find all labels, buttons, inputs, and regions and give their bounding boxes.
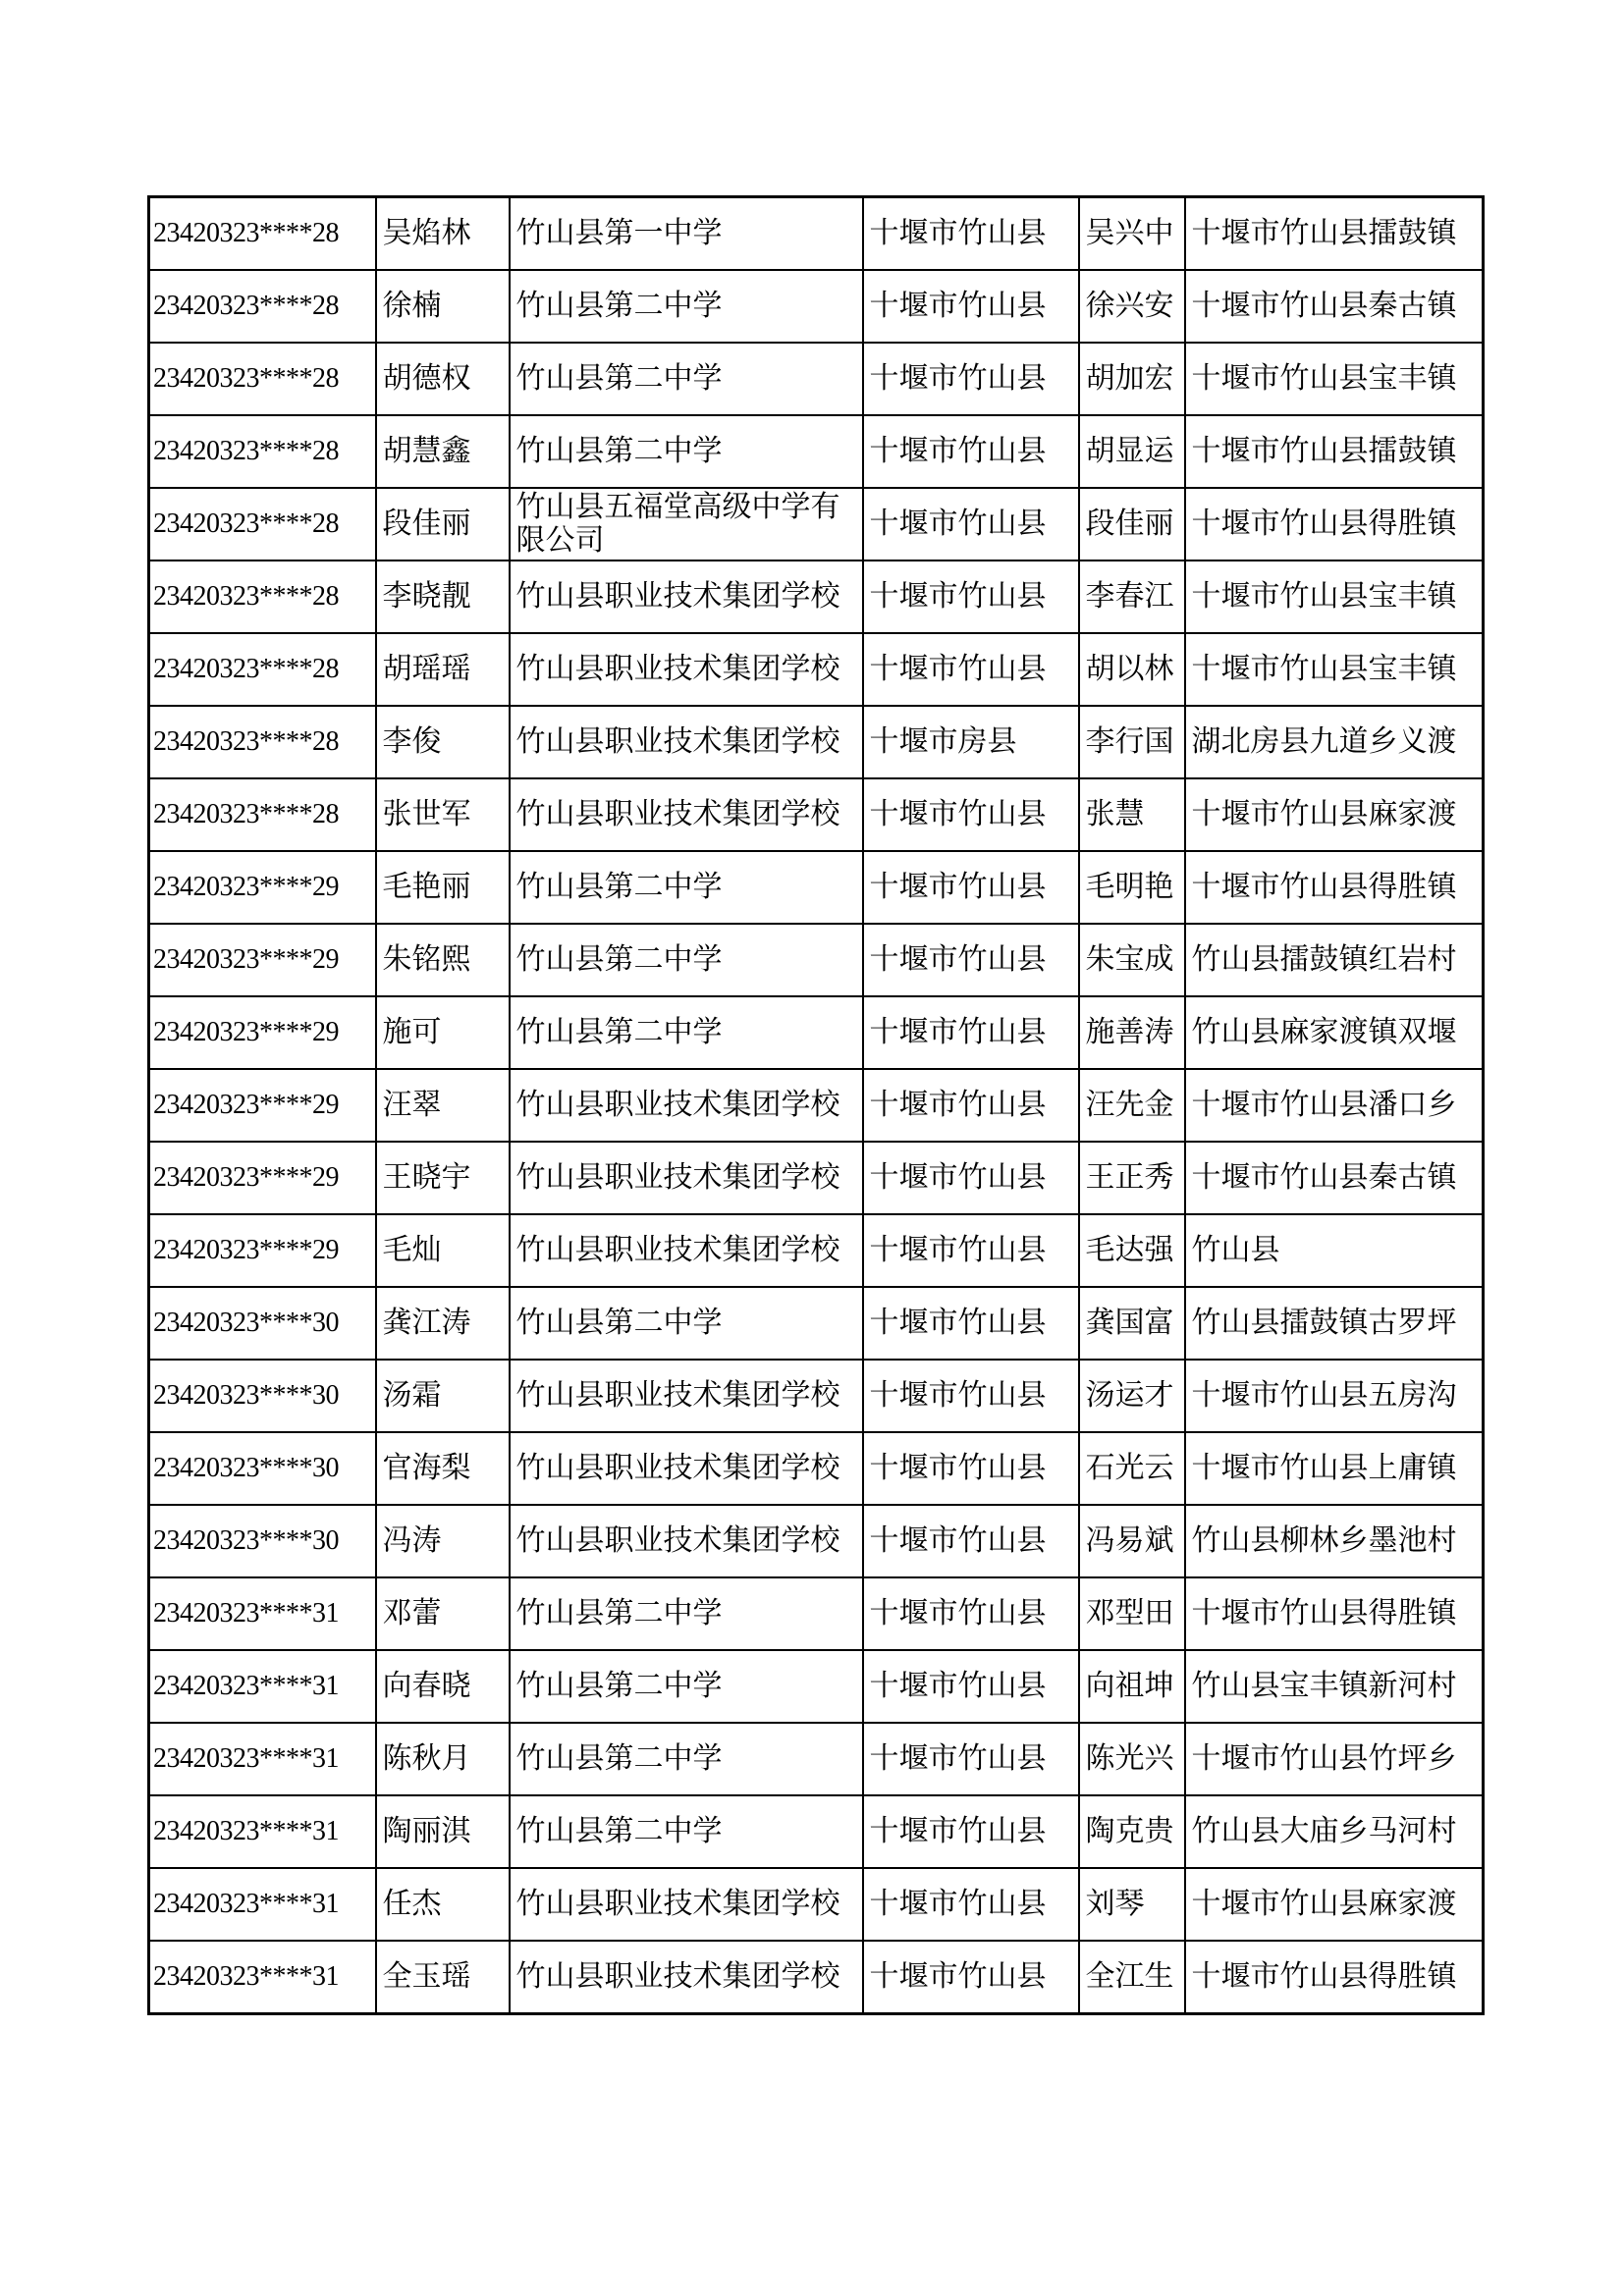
id-number-cell: 23420323****31: [149, 1577, 376, 1650]
student-name-cell: 施可: [376, 996, 510, 1069]
id-number-cell: 23420323****29: [149, 996, 376, 1069]
student-name-cell: 汪翠: [376, 1069, 510, 1142]
region-cell: 十堰市竹山县: [863, 1432, 1079, 1505]
table-row: [149, 415, 1484, 488]
student-name-cell: 朱铭熙: [376, 924, 510, 996]
address-cell: 十堰市竹山县潘口乡: [1185, 1069, 1484, 1142]
student-name-cell: 徐楠: [376, 270, 510, 343]
table-row: [149, 1577, 1484, 1650]
table-row: [149, 633, 1484, 706]
region-cell: 十堰市竹山县: [863, 851, 1079, 924]
student-name-cell: 胡慧鑫: [376, 415, 510, 488]
id-number-cell: 23420323****28: [149, 633, 376, 706]
region-cell: 十堰市竹山县: [863, 1505, 1079, 1577]
table-row: [149, 778, 1484, 851]
school-cell: 竹山县第二中学: [510, 924, 863, 996]
table-row: [149, 488, 1484, 561]
id-number-cell: 23420323****31: [149, 1650, 376, 1723]
address-cell: 十堰市竹山县宝丰镇: [1185, 343, 1484, 415]
id-number-cell: 23420323****29: [149, 1069, 376, 1142]
region-cell: 十堰市竹山县: [863, 778, 1079, 851]
guardian-name-cell: 刘琴: [1079, 1868, 1185, 1941]
guardian-name-cell: 向祖坤: [1079, 1650, 1185, 1723]
guardian-name-cell: 张慧: [1079, 778, 1185, 851]
guardian-name-cell: 冯易斌: [1079, 1505, 1185, 1577]
address-cell: 十堰市竹山县秦古镇: [1185, 1142, 1484, 1214]
address-cell: 十堰市竹山县得胜镇: [1185, 488, 1484, 561]
table-row: [149, 1214, 1484, 1287]
table-row: [149, 924, 1484, 996]
id-number-cell: 23420323****28: [149, 561, 376, 633]
student-name-cell: 汤霜: [376, 1360, 510, 1432]
id-number-cell: 23420323****29: [149, 851, 376, 924]
region-cell: 十堰市竹山县: [863, 1650, 1079, 1723]
guardian-name-cell: 邓型田: [1079, 1577, 1185, 1650]
school-cell: 竹山县第二中学: [510, 996, 863, 1069]
id-number-cell: 23420323****30: [149, 1360, 376, 1432]
address-cell: 湖北房县九道乡义渡: [1185, 706, 1484, 778]
table-row: [149, 1723, 1484, 1795]
guardian-name-cell: 段佳丽: [1079, 488, 1185, 561]
address-cell: 十堰市竹山县得胜镇: [1185, 1577, 1484, 1650]
student-name-cell: 邓蕾: [376, 1577, 510, 1650]
guardian-name-cell: 施善涛: [1079, 996, 1185, 1069]
id-number-cell: 23420323****31: [149, 1723, 376, 1795]
address-cell: 竹山县: [1185, 1214, 1484, 1287]
id-number-cell: 23420323****28: [149, 197, 376, 271]
guardian-name-cell: 陈光兴: [1079, 1723, 1185, 1795]
address-cell: 十堰市竹山县麻家渡: [1185, 778, 1484, 851]
region-cell: 十堰市竹山县: [863, 1142, 1079, 1214]
region-cell: 十堰市竹山县: [863, 1941, 1079, 2014]
address-cell: 竹山县大庙乡马河村: [1185, 1795, 1484, 1868]
guardian-name-cell: 李行国: [1079, 706, 1185, 778]
table-row: [149, 1650, 1484, 1723]
id-number-cell: 23420323****31: [149, 1795, 376, 1868]
school-cell: 竹山县职业技术集团学校: [510, 1432, 863, 1505]
table-row: [149, 1868, 1484, 1941]
school-cell: 竹山县职业技术集团学校: [510, 633, 863, 706]
guardian-name-cell: 毛达强: [1079, 1214, 1185, 1287]
table-row: [149, 996, 1484, 1069]
table-row: [149, 197, 1484, 271]
guardian-name-cell: 胡加宏: [1079, 343, 1185, 415]
guardian-name-cell: 胡显运: [1079, 415, 1185, 488]
id-number-cell: 23420323****29: [149, 1214, 376, 1287]
table-row: [149, 1360, 1484, 1432]
address-cell: 竹山县擂鼓镇红岩村: [1185, 924, 1484, 996]
student-name-cell: 李俊: [376, 706, 510, 778]
student-name-cell: 胡瑶瑶: [376, 633, 510, 706]
school-cell: 竹山县第二中学: [510, 851, 863, 924]
id-number-cell: 23420323****29: [149, 1142, 376, 1214]
guardian-name-cell: 汪先金: [1079, 1069, 1185, 1142]
id-number-cell: 23420323****30: [149, 1432, 376, 1505]
school-cell: 竹山县五福堂高级中学有限公司: [510, 488, 863, 561]
id-number-cell: 23420323****30: [149, 1287, 376, 1360]
table-row: [149, 1941, 1484, 2014]
address-cell: 十堰市竹山县擂鼓镇: [1185, 197, 1484, 271]
student-name-cell: 李晓靓: [376, 561, 510, 633]
address-cell: 竹山县擂鼓镇古罗坪: [1185, 1287, 1484, 1360]
school-cell: 竹山县职业技术集团学校: [510, 1069, 863, 1142]
id-number-cell: 23420323****28: [149, 415, 376, 488]
student-name-cell: 向春晓: [376, 1650, 510, 1723]
address-cell: 十堰市竹山县竹坪乡: [1185, 1723, 1484, 1795]
region-cell: 十堰市竹山县: [863, 1214, 1079, 1287]
student-name-cell: 毛灿: [376, 1214, 510, 1287]
address-cell: 竹山县宝丰镇新河村: [1185, 1650, 1484, 1723]
school-cell: 竹山县第二中学: [510, 1795, 863, 1868]
id-number-cell: 23420323****28: [149, 706, 376, 778]
school-cell: 竹山县职业技术集团学校: [510, 1941, 863, 2014]
table-row: [149, 561, 1484, 633]
region-cell: 十堰市竹山县: [863, 343, 1079, 415]
region-cell: 十堰市竹山县: [863, 924, 1079, 996]
student-name-cell: 任杰: [376, 1868, 510, 1941]
student-name-cell: 毛艳丽: [376, 851, 510, 924]
table-row: [149, 1142, 1484, 1214]
guardian-name-cell: 毛明艳: [1079, 851, 1185, 924]
region-cell: 十堰市竹山县: [863, 488, 1079, 561]
guardian-name-cell: 吴兴中: [1079, 197, 1185, 271]
student-name-cell: 陈秋月: [376, 1723, 510, 1795]
address-cell: 十堰市竹山县五房沟: [1185, 1360, 1484, 1432]
id-number-cell: 23420323****31: [149, 1941, 376, 2014]
region-cell: 十堰市竹山县: [863, 1577, 1079, 1650]
guardian-name-cell: 龚国富: [1079, 1287, 1185, 1360]
table-row: [149, 1432, 1484, 1505]
address-cell: 十堰市竹山县得胜镇: [1185, 851, 1484, 924]
table-row: [149, 851, 1484, 924]
address-cell: 十堰市竹山县上庸镇: [1185, 1432, 1484, 1505]
region-cell: 十堰市竹山县: [863, 1287, 1079, 1360]
guardian-name-cell: 全江生: [1079, 1941, 1185, 2014]
region-cell: 十堰市房县: [863, 706, 1079, 778]
table-row: [149, 1069, 1484, 1142]
id-number-cell: 23420323****31: [149, 1868, 376, 1941]
student-name-cell: 冯涛: [376, 1505, 510, 1577]
region-cell: 十堰市竹山县: [863, 561, 1079, 633]
region-cell: 十堰市竹山县: [863, 1360, 1079, 1432]
address-cell: 十堰市竹山县麻家渡: [1185, 1868, 1484, 1941]
school-cell: 竹山县第二中学: [510, 415, 863, 488]
guardian-name-cell: 朱宝成: [1079, 924, 1185, 996]
table-row: [149, 1795, 1484, 1868]
school-cell: 竹山县第二中学: [510, 270, 863, 343]
table-row: [149, 1287, 1484, 1360]
table-row: [149, 1505, 1484, 1577]
id-number-cell: 23420323****30: [149, 1505, 376, 1577]
student-name-cell: 官海梨: [376, 1432, 510, 1505]
address-cell: 竹山县柳林乡墨池村: [1185, 1505, 1484, 1577]
guardian-name-cell: 陶克贵: [1079, 1795, 1185, 1868]
student-name-cell: 陶丽淇: [376, 1795, 510, 1868]
school-cell: 竹山县职业技术集团学校: [510, 1505, 863, 1577]
school-cell: 竹山县职业技术集团学校: [510, 778, 863, 851]
school-cell: 竹山县职业技术集团学校: [510, 1868, 863, 1941]
school-cell: 竹山县职业技术集团学校: [510, 1142, 863, 1214]
student-roster-table: [147, 195, 1485, 2015]
address-cell: 十堰市竹山县得胜镇: [1185, 1941, 1484, 2014]
region-cell: 十堰市竹山县: [863, 996, 1079, 1069]
id-number-cell: 23420323****28: [149, 488, 376, 561]
id-number-cell: 23420323****28: [149, 343, 376, 415]
student-name-cell: 全玉瑶: [376, 1941, 510, 2014]
student-name-cell: 段佳丽: [376, 488, 510, 561]
region-cell: 十堰市竹山县: [863, 1723, 1079, 1795]
id-number-cell: 23420323****28: [149, 778, 376, 851]
school-cell: 竹山县职业技术集团学校: [510, 1214, 863, 1287]
school-cell: 竹山县职业技术集团学校: [510, 1360, 863, 1432]
student-name-cell: 王晓宇: [376, 1142, 510, 1214]
school-cell: 竹山县第一中学: [510, 197, 863, 271]
guardian-name-cell: 汤运才: [1079, 1360, 1185, 1432]
school-cell: 竹山县第二中学: [510, 1650, 863, 1723]
id-number-cell: 23420323****28: [149, 270, 376, 343]
guardian-name-cell: 李春江: [1079, 561, 1185, 633]
address-cell: 十堰市竹山县秦古镇: [1185, 270, 1484, 343]
region-cell: 十堰市竹山县: [863, 1868, 1079, 1941]
school-cell: 竹山县第二中学: [510, 1287, 863, 1360]
address-cell: 十堰市竹山县宝丰镇: [1185, 633, 1484, 706]
guardian-name-cell: 王正秀: [1079, 1142, 1185, 1214]
address-cell: 十堰市竹山县宝丰镇: [1185, 561, 1484, 633]
school-cell: 竹山县第二中学: [510, 1723, 863, 1795]
student-name-cell: 胡德权: [376, 343, 510, 415]
region-cell: 十堰市竹山县: [863, 415, 1079, 488]
region-cell: 十堰市竹山县: [863, 1069, 1079, 1142]
roster-body: [149, 197, 1484, 2014]
table-row: [149, 343, 1484, 415]
student-name-cell: 张世军: [376, 778, 510, 851]
guardian-name-cell: 石光云: [1079, 1432, 1185, 1505]
guardian-name-cell: 徐兴安: [1079, 270, 1185, 343]
school-cell: 竹山县职业技术集团学校: [510, 706, 863, 778]
school-cell: 竹山县职业技术集团学校: [510, 561, 863, 633]
student-name-cell: 吴焰林: [376, 197, 510, 271]
id-number-cell: 23420323****29: [149, 924, 376, 996]
table-row: [149, 270, 1484, 343]
address-cell: 十堰市竹山县擂鼓镇: [1185, 415, 1484, 488]
table-row: [149, 706, 1484, 778]
guardian-name-cell: 胡以林: [1079, 633, 1185, 706]
region-cell: 十堰市竹山县: [863, 633, 1079, 706]
school-cell: 竹山县第二中学: [510, 1577, 863, 1650]
student-name-cell: 龚江涛: [376, 1287, 510, 1360]
address-cell: 竹山县麻家渡镇双堰: [1185, 996, 1484, 1069]
school-cell: 竹山县第二中学: [510, 343, 863, 415]
region-cell: 十堰市竹山县: [863, 197, 1079, 271]
region-cell: 十堰市竹山县: [863, 270, 1079, 343]
region-cell: 十堰市竹山县: [863, 1795, 1079, 1868]
